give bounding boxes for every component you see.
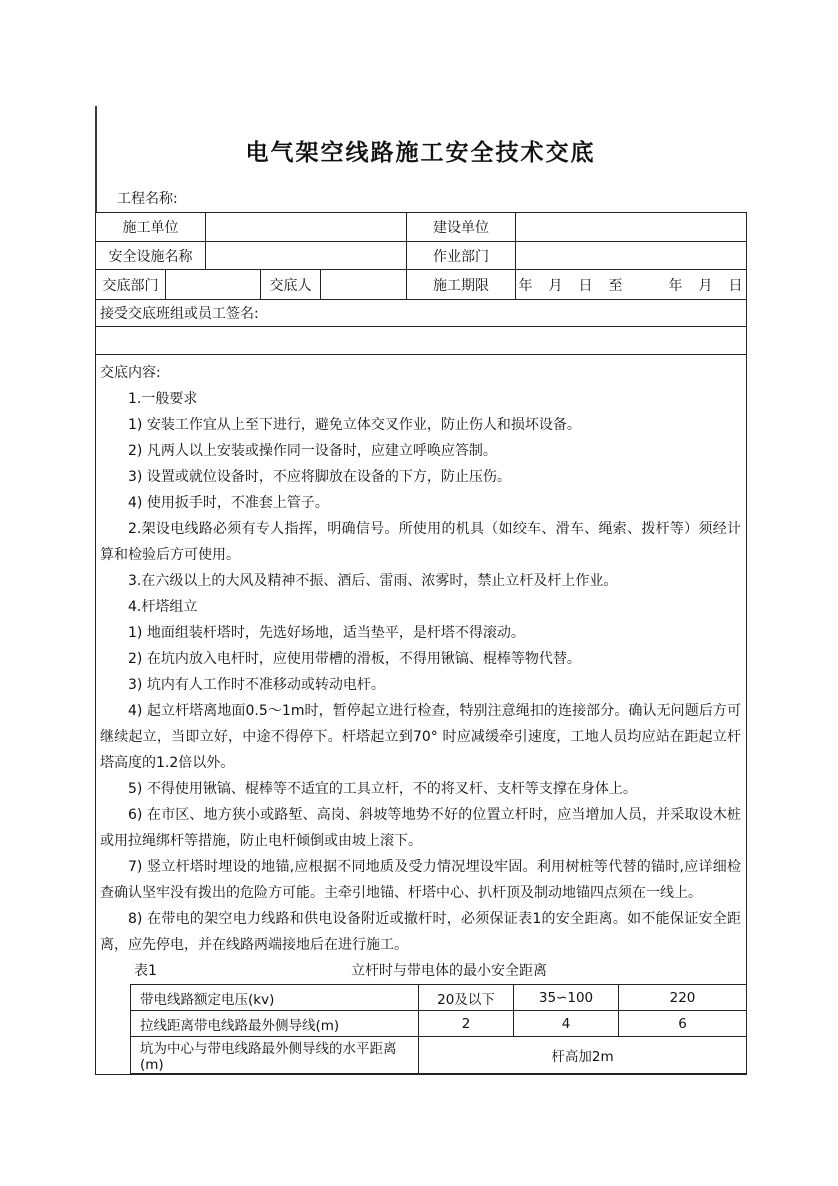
header-form-table (95, 212, 747, 1075)
safety-facility-name-value (206, 242, 407, 270)
paragraph: 4.杆塔组立 (128, 599, 198, 615)
table1-caption-title: 立杆时与带电体的最小安全距离 (350, 963, 547, 979)
signature-label: 接受交底班组或员工签名: (96, 300, 747, 327)
paragraph: 3) 坑内有人工作时不准移动或转动电杆。 (128, 677, 385, 693)
paragraph: 2.架设电线路必须有专人指挥，明确信号。所使用的机具（如绞车、滑车、绳索、拨杆等）须经计算和检验后方可使用。 (100, 521, 742, 563)
discloser-label: 交底人 (261, 270, 321, 300)
form-row-content (96, 355, 747, 1075)
paragraph: 4) 使用扳手时，不准套上管子。 (128, 495, 329, 511)
construction-period-label: 施工期限 (407, 270, 516, 300)
construction-period-value: 年 月 日 至 年 月 日 (516, 270, 747, 300)
form-row-disclosure (96, 270, 747, 300)
paragraph: 2) 凡两人以上安装或操作同一设备时，应建立呼唤应答制。 (128, 443, 497, 459)
guy-wire-distance-col2: 4 (514, 1011, 619, 1037)
guy-wire-distance-col1: 2 (419, 1011, 514, 1037)
work-department-label: 作业部门 (407, 242, 516, 270)
table1-block (100, 958, 741, 1074)
pit-distance-value: 杆高加2m (419, 1037, 747, 1074)
safety-facility-name-label: 安全设施名称 (96, 242, 206, 270)
paragraph: 6) 在市区、地方狭小或路堑、高岗、斜坡等地势不好的位置立杆时，应当增加人员，并采取设木桩或用拉绳绑杆等措施，防止电杆倾倒或由坡上滚下。 (100, 807, 742, 849)
form-row-facility (96, 242, 747, 270)
paragraph: 2) 在坑内放入电杆时，应使用带槽的滑板，不得用锹镐、棍棒等物代替。 (128, 651, 581, 667)
paragraph: 1) 安装工作宜从上至下进行，避免立体交叉作业，防止伤人和损坏设备。 (128, 417, 581, 433)
paragraph: 3) 设置或就位设备时，不应将脚放在设备的下方，防止压伤。 (128, 469, 511, 485)
disclosure-content-cell (96, 355, 747, 1075)
guy-wire-distance-col3: 6 (619, 1011, 747, 1037)
paragraph: 8) 在带电的架空电力线路和供电设备附近或撤杆时，必须保证表1的安全距离。如不能保证安全距离，应先停电，并在线路两端接地后在进行施工。 (100, 911, 742, 953)
construction-unit-label: 施工单位 (96, 213, 206, 242)
table-row (131, 985, 747, 1011)
disclosure-content-label: 交底内容: (100, 365, 161, 381)
document-title: 电气架空线路施工安全技术交底 (245, 140, 596, 166)
disclosure-department-label: 交底部门 (96, 270, 166, 300)
paragraph: 1.一般要求 (128, 391, 198, 407)
paragraph: 3.在六级以上的大风及精神不振、酒后、雷雨、浓雾时，禁止立杆及杆上作业。 (128, 573, 618, 589)
paragraph: 1) 地面组装杆塔时，先选好场地，适当垫平，是杆塔不得滚动。 (128, 625, 525, 641)
construction-unit-value (206, 213, 407, 242)
owner-unit-label: 建设单位 (407, 213, 516, 242)
paragraph: 5) 不得使用锹镐、棍棒等不适宜的工具立杆，不的将叉杆、支杆等支撑在身体上。 (128, 781, 637, 797)
guy-wire-distance-label: 拉线距离带电线路最外侧导线(m) (131, 1011, 419, 1037)
table1-caption-label: 表1 (134, 963, 157, 979)
voltage-col1: 20及以下 (419, 985, 514, 1011)
table1-caption (100, 958, 741, 984)
signature-area (96, 327, 747, 355)
table-row (131, 1037, 747, 1074)
form-row-units (96, 213, 747, 242)
voltage-col2: 35∽100 (514, 985, 619, 1011)
paragraph: 4) 起立杆塔离地面0.5～1m时，暂停起立进行检查，特别注意绳扣的连接部分。确认无问题后方可继续起立，当即立好，中途不得停下。杆塔起立到70° 时应减缓牵引速度，工地人员均应站在距起立杆塔高度的1.2倍以外。 (100, 703, 742, 771)
pit-distance-label: 坑为中心与带电线路最外侧导线的水平距离(m) (131, 1037, 419, 1074)
work-department-value (516, 242, 747, 270)
table-row (131, 1011, 747, 1037)
disclosure-department-value (166, 270, 261, 300)
project-name-label: 工程名称: (117, 191, 178, 207)
content-paragraphs (100, 386, 741, 958)
paragraph: 7) 竖立杆塔时埋设的地锚,应根据不同地质及受力情况埋设牢固。利用树桩等代替的锚时,应详细检查确认坚牢没有拨出的危险方可能。主牵引地锚、杆塔中心、扒杆顶及制动地锚四点须在一线上。 (100, 859, 742, 901)
owner-unit-value (516, 213, 747, 242)
discloser-value (321, 270, 407, 300)
form-row-signature-space (96, 327, 747, 355)
form-row-signature (96, 300, 747, 327)
voltage-col3: 220 (619, 985, 747, 1011)
voltage-label: 带电线路额定电压(kv) (131, 985, 419, 1011)
safety-distance-table (130, 984, 747, 1074)
